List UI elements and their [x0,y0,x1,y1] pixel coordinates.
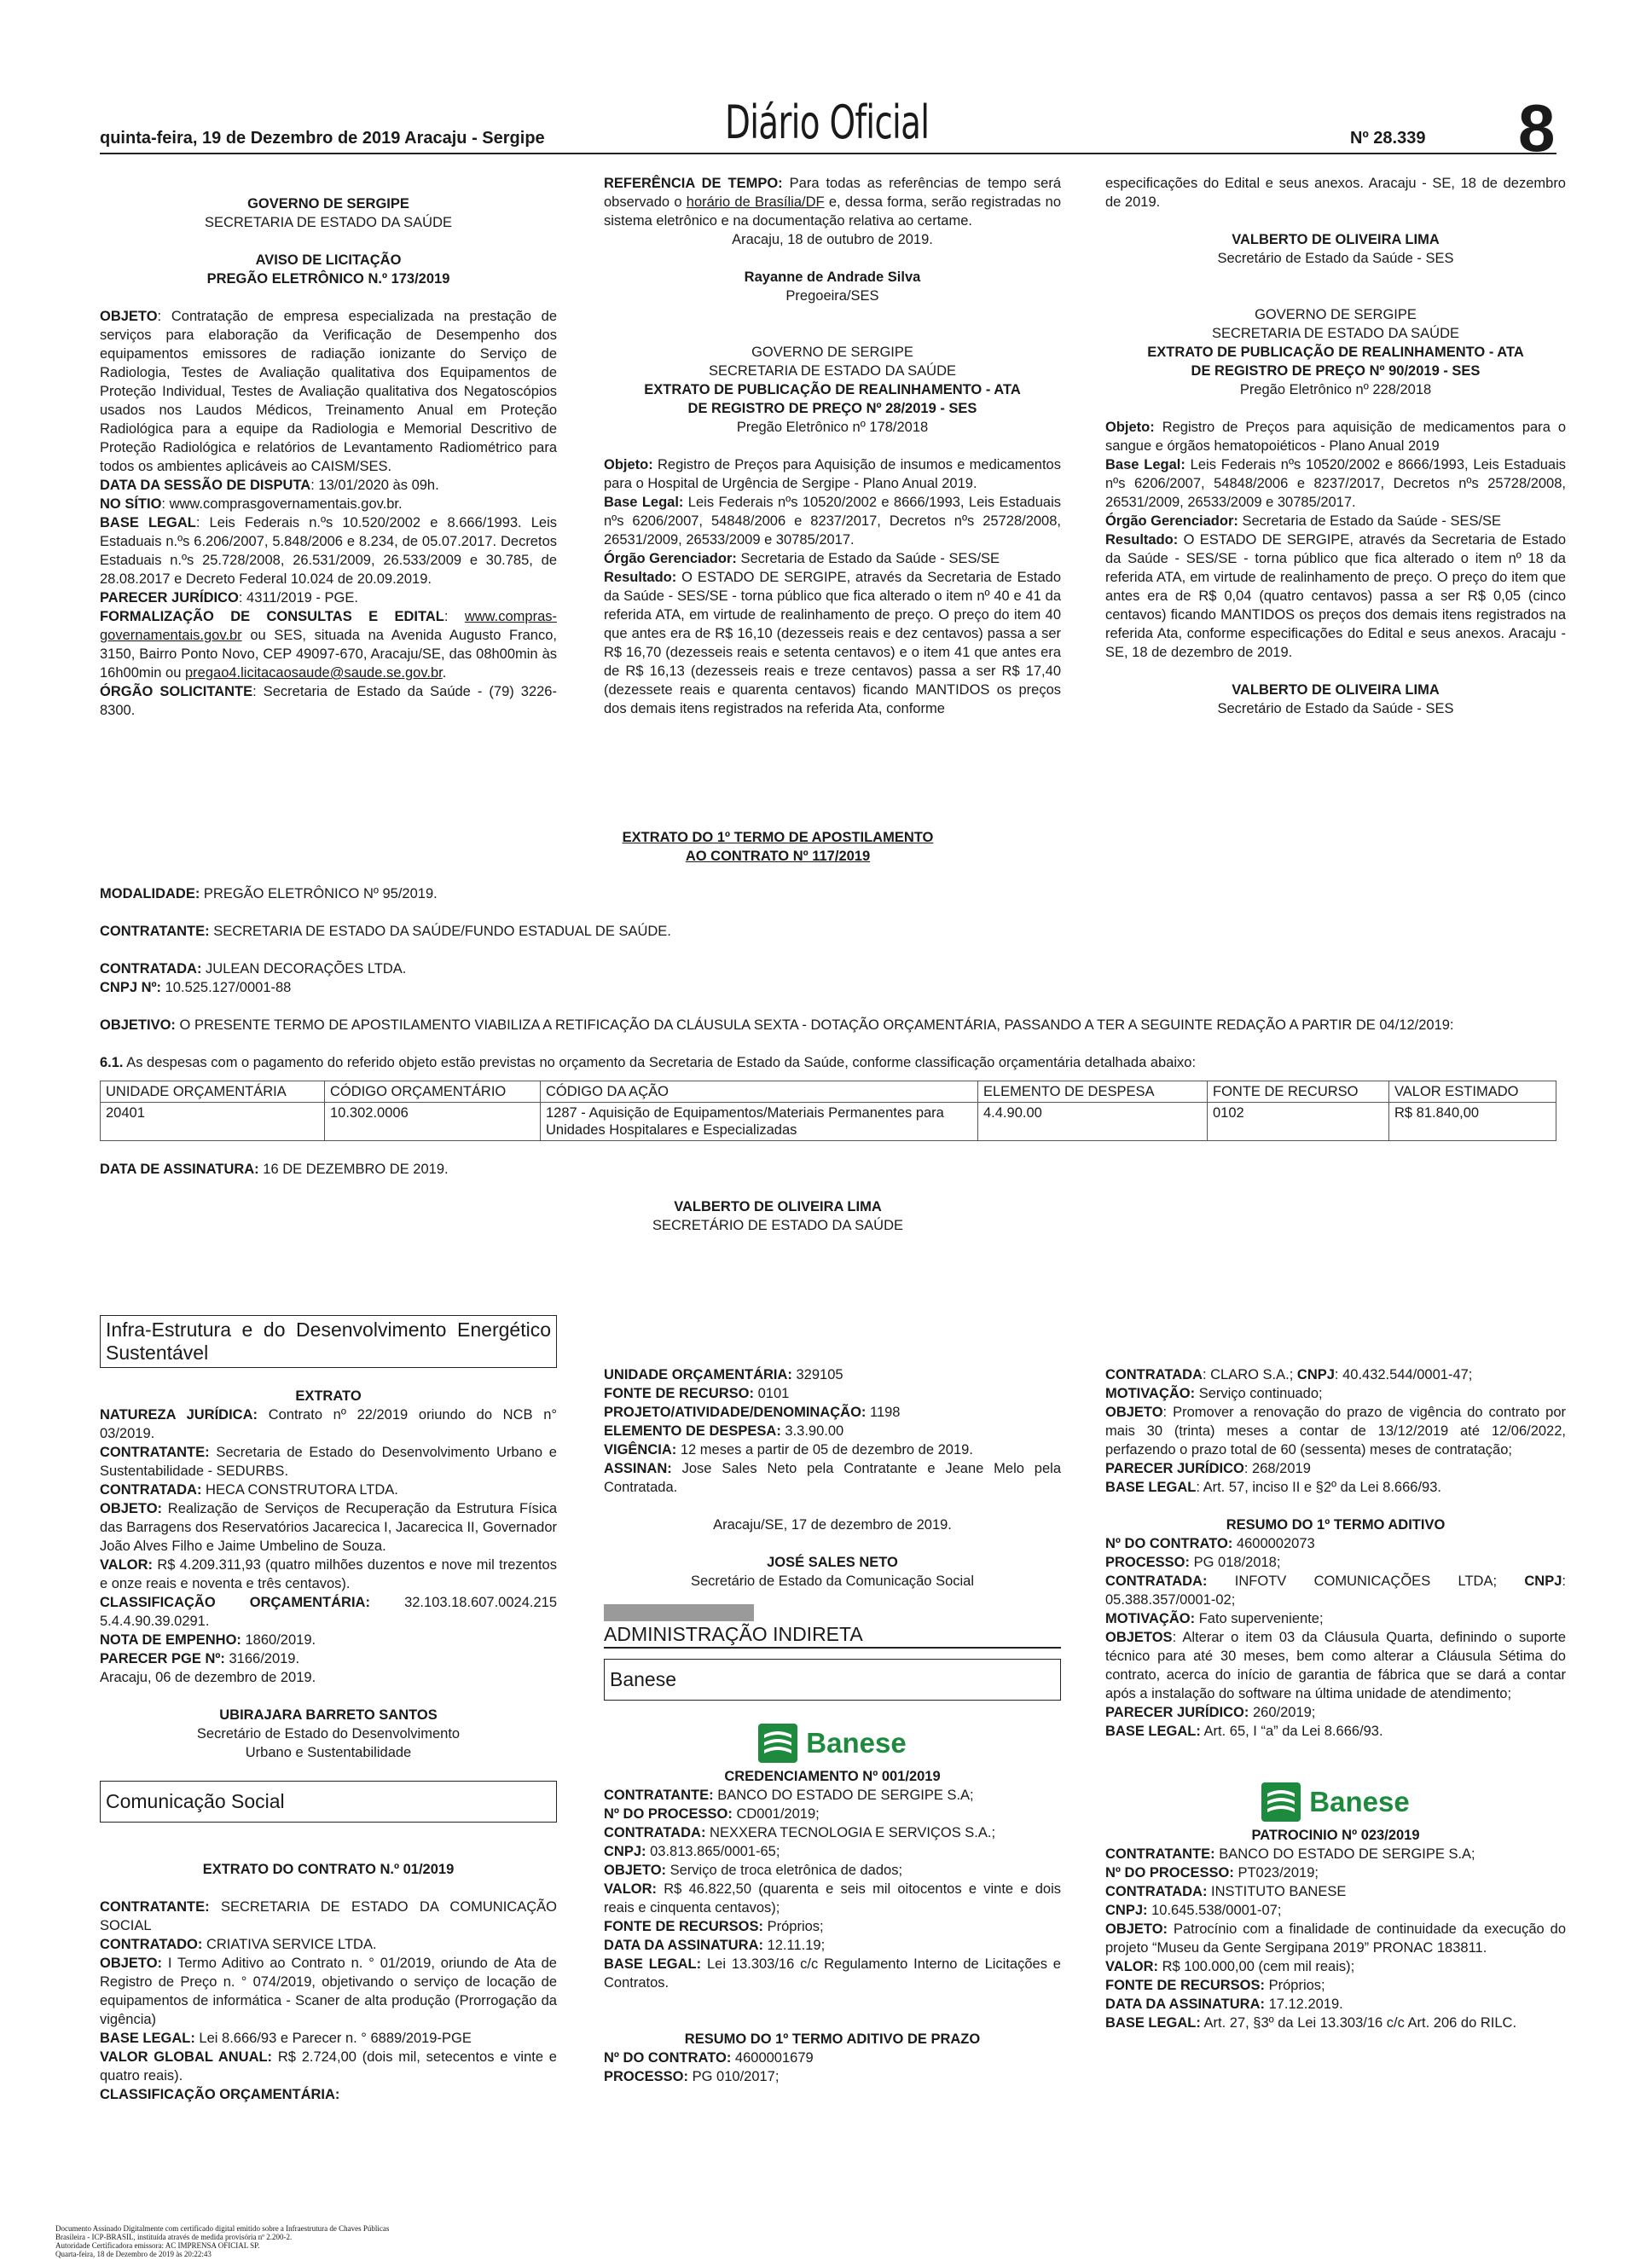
section-box-comunicacao: Comunicação Social [100,1781,557,1823]
label: NATUREZA JURÍDICA: [100,1407,258,1423]
extract-title: DE REGISTRO DE PREÇO Nº 28/2019 - SES [687,401,977,416]
text: Próprios; [763,1919,824,1934]
signature-role: Secretário de Estado do Desenvolvimento [196,1726,461,1742]
table-cell: 20401 [101,1103,325,1141]
apost-title: EXTRATO DO 1º TERMO DE APOSTILAMENTO [622,830,934,845]
extract-subtitle: Pregão Eletrônico nº 228/2018 [1239,382,1432,397]
local-date: Aracaju, 18 de outubro de 2019. [732,232,933,247]
text: Leis Federais nºs 10520/2002 e 8666/1993, Leis Estaduais nºs 6206/2007, 54848/2006 e 8237/2017, Decretos nºs 25728/2008, 26531/2009, 26533/2009 e 30785/2017. [604,495,1061,548]
resumo-title: RESUMO DO 1º TERMO ADITIVO DE PRAZO [684,2031,981,2047]
sec-heading: SECRETARIA DE ESTADO DA SAÚDE [204,215,453,230]
label: DATA DE ASSINATURA: [100,1162,259,1177]
text: : Promover a renovação do prazo de vigência do contrato por mais 30 (trinta) meses a contar de 13/12/2019 até 12/06/2022, perfazendo o prazo total de 60 (sessenta) meses de contratação; [1105,1405,1566,1458]
label: CNPJ Nº: [100,980,162,995]
text: Fato superveniente; [1195,1611,1324,1626]
section-box-banese: Banese [604,1659,1061,1701]
header-date: quinta-feira, 19 de Dezembro de 2019 Aracaju - Sergipe [100,129,545,148]
label: 6.1. [100,1055,124,1070]
text: Serviço de troca eletrônica de dados; [666,1863,903,1878]
label: CONTRATADA: [604,1825,706,1840]
signature-role: SECRETÁRIO DE ESTADO DA SAÚDE [652,1218,903,1233]
label: PROCESSO: [604,2069,689,2084]
text: Lei 8.666/93 e Parecer n. ° 6889/2019-PGE [194,2031,472,2046]
banese-logo-icon [1261,1782,1301,1822]
compras-link[interactable]: www.compras-governamentais.gov.br [100,609,557,643]
signature-role: Secretário de Estado da Saúde - SES [1217,251,1454,266]
label: BASE LEGAL: [604,1956,702,1972]
text: 1198 [866,1405,901,1420]
gov-heading: GOVERNO DE SERGIPE [247,196,409,212]
label: PARECER PGE Nº: [100,1651,225,1666]
text: 32.103.18.607.0024.215 5.4.4.90.39.0291. [100,1595,557,1629]
apostilamento-section [100,828,1556,1235]
label: Nº DO PROCESSO: [1105,1865,1234,1881]
label: DATA DA SESSÃO DE DISPUTA [100,478,311,493]
label: CONTRATADO: [100,1937,203,1952]
data-text: : 13/01/2020 às 09h. [310,478,439,493]
label: FONTE DE RECURSO: [604,1386,755,1401]
text: 3166/2019. [224,1651,300,1666]
email-link[interactable]: pregao4.licitacaosaude@saude.se.gov.br [185,665,443,681]
text: 329105 [791,1367,843,1382]
label: CNPJ: [1105,1903,1148,1918]
signature-name: VALBERTO DE OLIVEIRA LIMA [1232,682,1440,698]
label: PROJETO/ATIVIDADE/DENOMINAÇÃO: [604,1405,867,1420]
label: PARECER JURÍDICO [100,590,239,606]
banese-logo-text: Banese [806,1727,907,1759]
banese-logo-icon [758,1724,797,1763]
label: Órgão Gerenciador: [1105,513,1238,529]
label: CONTRATADA: [100,961,202,977]
text: : [443,609,465,624]
label: ASSINAN: [604,1461,672,1476]
table-cell: 4.4.90.00 [978,1103,1208,1141]
text: R$ 100.000,00 (cem mil reais); [1158,1959,1355,1974]
table-row [101,1103,1556,1141]
label: DATA DA ASSINATURA: [1105,1997,1265,2012]
label: NO SÍTIO [100,496,162,512]
text: O ESTADO DE SERGIPE, através da Secretaria de Estado da Saúde - SES/SE - torna público que fica alterado o item nº 18 da referida ATA, em virtude de realinhamento de preço. O preço do item que antes era de R$ 0,04 (quatro centavos) passa a ser R$ 0,05 (cinco centavos) ficando MANTIDOS os preços dos demais itens registrados na referida Ata, conforme especificações do Edital e seus anexos. Aracaju - SE, 18 de dezembro de 2019. [1105,532,1566,660]
table-header: ELEMENTO DE DESPESA [978,1081,1208,1103]
text: 4600001679 [731,2050,814,2066]
banese-logo-text: Banese [1309,1786,1410,1817]
label: BASE LEGAL: [1105,1724,1201,1739]
edition-number: Nº 28.339 [1350,129,1426,148]
local-date: Aracaju/SE, 17 de dezembro de 2019. [713,1517,952,1533]
label: PARECER JURÍDICO: [1105,1705,1249,1720]
label: VALOR: [604,1881,658,1897]
text: : 05.388.357/0001-02; [1105,1573,1566,1608]
label: CONTRATADA: [100,1482,202,1498]
table-header-row [101,1081,1556,1103]
text: : 40.432.544/0001-47; [1334,1367,1473,1382]
label: PROCESSO: [1105,1555,1191,1570]
label: CONTRATANTE: [1105,1846,1215,1862]
sitio-text: : www.comprasgovernamentais.gov.br. [161,496,403,512]
table-header: FONTE DE RECURSO [1208,1081,1389,1103]
signature-role: Pregoeira/SES [785,288,879,304]
label: VALOR: [100,1557,154,1573]
text: 10.645.538/0001-07; [1147,1903,1282,1918]
label: NOTA DE EMPENHO: [100,1632,241,1648]
text: CD001/2019; [732,1806,820,1822]
text: As despesas com o pagamento do referido objeto estão previstas no orçamento da Secretaria de Estado da Saúde, conforme classificação orçamentária detalhada abaixo: [123,1055,1197,1070]
text: Para todas as referências de tempo será observado o [604,176,1061,210]
text: : Art. 57, inciso II e §2º da Lei 8.666/93. [1196,1480,1441,1495]
extrato-title: EXTRATO [295,1388,362,1404]
text: Art. 27, §3º da Lei 13.303/16 c/c Art. 206 do RILC. [1200,2015,1517,2031]
extract-subtitle: Pregão Eletrônico nº 178/2018 [736,420,929,435]
label: VIGÊNCIA: [604,1442,677,1458]
label: Nº DO PROCESSO: [604,1806,733,1822]
label: Resultado: [604,570,677,585]
local-date: Aracaju, 06 de dezembro de 2019. [100,1670,316,1685]
label: BASE LEGAL: [1105,2015,1201,2031]
digital-signature-note [55,2224,414,2258]
text: Secretaria de Estado da Saúde - SES/SE [736,551,1000,566]
banese-logo [604,1719,1061,1767]
label: OBJETO [100,309,158,324]
label: CNPJ: [604,1844,646,1859]
banese-aditivos [1105,1365,1566,2032]
label: OBJETO: [100,1501,163,1516]
label: CONTRATANTE: [100,924,210,939]
signature-name: Rayanne de Andrade Silva [744,269,921,285]
signature-role: Secretário de Estado da Comunicação Social [690,1573,975,1589]
table-cell: R$ 81.840,00 [1389,1103,1556,1141]
label: MODALIDADE: [100,886,200,901]
text: JULEAN DECORAÇÕES LTDA. [201,961,407,977]
label: CONTRATADA [1105,1367,1203,1382]
text: 17.12.2019. [1264,1997,1343,2012]
text: PREGÃO ELETRÔNICO Nº 95/2019. [200,886,438,901]
banese-logo [1105,1778,1566,1826]
text: : Alterar o item 03 da Cláusula Quarta, definindo o suporte técnico para até 30 meses, bem como alterar a Cláusula Sétima do contrato, acerca do início de garantia de fábrica que se dará a contar após a instalação do software na última unidade de atendimento; [1105,1630,1566,1701]
text: SECRETARIA DE ESTADO DA COMUNICAÇÃO SOCIAL [100,1899,557,1933]
label: OBJETIVO: [100,1017,176,1033]
newspaper-title: Diário Oficial [725,96,930,149]
grey-bar [604,1604,754,1621]
text: 1860/2019. [241,1632,316,1648]
text: Jose Sales Neto pela Contratante e Jeane Melo pela Contratada. [604,1461,1061,1495]
text: PG 010/2017; [688,2069,780,2084]
label: OBJETOS [1105,1630,1173,1645]
label: PARECER JURÍDICO [1105,1461,1244,1476]
table-cell: 0102 [1208,1103,1389,1141]
adm-indireta-heading: ADMINISTRAÇÃO INDIRETA [604,1621,1061,1649]
label: Nº DO CONTRATO: [1105,1536,1233,1551]
text: : CLARO S.A.; [1202,1367,1297,1382]
brasilia-link[interactable]: horário de Brasília/DF [686,194,825,210]
header-rule [100,153,1556,154]
text: e, dessa forma, serão registradas no sistema eletrônico e na documentação relativa ao certame. [604,194,1061,229]
text: INSTITUTO BANESE [1207,1884,1347,1899]
text: Serviço continuado; [1195,1386,1323,1401]
table-header: CÓDIGO ORÇAMENTÁRIO [325,1081,541,1103]
text: Leis Federais nºs 10520/2002 e 8666/1993, Leis Estaduais nºs 6206/2007, 54848/2006 e 8237/2017, Decretos nºs 25728/2008, 26531/2009, 26533/2009 e 30785/2017. [1105,457,1566,510]
realinhamento-28 [604,174,1061,718]
text: Contrato nº 22/2019 oriundo do NCB n° 03/2019. [100,1407,557,1441]
text: O ESTADO DE SERGIPE, através da Secretaria de Estado da Saúde - SES/SE - torna público que fica alterado o item nº 40 e 41 da referida ATA, em virtude de realinhamento de preço. O preço do item 40 que antes era de R$ 16,10 (dezesseis reais e dez centavos) passa a ser R$ 16,70 (dezesseis reais e setenta centavos) e o item 41 que antes era de R$ 16,13 (dezesseis reais e treze centavos) passa a ser R$ 17,40 (dezessete reais e quarenta centavos) ficando MANTIDOS os preços dos demais itens registrados na referida Ata, conforme [604,570,1061,716]
label: CONTRATADA: [1105,1573,1208,1589]
table-header: CÓDIGO DA AÇÃO [541,1081,978,1103]
text: Próprios; [1265,1978,1325,1993]
budget-table [100,1081,1556,1141]
text: BANCO DO ESTADO DE SERGIPE S.A; [1214,1846,1475,1862]
label: CNPJ [1524,1573,1562,1589]
text: 12 meses a partir de 05 de dezembro de 2019. [676,1442,973,1458]
signature-name: VALBERTO DE OLIVEIRA LIMA [674,1199,882,1214]
table-header: VALOR ESTIMADO [1389,1081,1556,1103]
label: ELEMENTO DE DESPESA: [604,1423,781,1439]
label: Nº DO CONTRATO: [604,2050,732,2066]
extract-title: DE REGISTRO DE PREÇO Nº 90/2019 - SES [1191,363,1481,379]
label: OBJETO: [100,1956,163,1971]
label: OBJETO: [1105,1921,1168,1937]
aviso-title: AVISO DE LICITAÇÃO [255,252,402,268]
objeto-text: : Contratação de empresa especializada na prestação de serviços para elaboração da Verificação de Desempenho dos equipamentos emissores de radiação ionizante do Serviço de Radiologia, Testes de Avaliação qualitativa dos Equipamentos de Proteção Individual, Testes de Avaliação qualitativa dos Negatoscópios usados nos Laudos Médicos, Treinamento Anual em Proteção Radiológica para a equipe da Radiologia e Memorial Descritivo de Proteção Radiológica e relatórios de Levantamento Radiométrico para todos os ambientes aplicáveis ao CAISM/SES. [100,309,557,474]
label: Objeto: [604,457,653,472]
realinhamento-90 [1105,174,1566,718]
label: MOTIVAÇÃO: [1105,1386,1196,1401]
table-header: UNIDADE ORÇAMENTÁRIA [101,1081,325,1103]
text: 10.525.127/0001-88 [161,980,292,995]
text: . [442,665,447,681]
patrocinio-title: PATROCINIO Nº 023/2019 [1251,1828,1420,1843]
text: especificações do Edital e seus anexos. Aracaju - SE, 18 de dezembro de 2019. [1105,176,1566,210]
text: 0101 [754,1386,790,1401]
footnote-line: Quarta-feira, 18 de Dezembro de 2019 às 20:22:43 [55,2250,212,2258]
text: R$ 4.209.311,93 (quatro milhões duzentos e nove mil trezentos e onze reais e noventa e três centavos). [100,1557,557,1591]
text: 12.11.19; [762,1938,826,1953]
text: Lei 13.303/16 c/c Regulamento Interno de Licitações e Contratos. [604,1956,1061,1991]
label: UNIDADE ORÇAMENTÁRIA: [604,1367,792,1382]
label: CONTRATANTE: [100,1445,210,1460]
text: Secretaria de Estado da Saúde - SES/SE [1238,513,1502,529]
text: PG 018/2018; [1190,1555,1281,1570]
label: Resultado: [1105,532,1179,548]
label: VALOR: [1105,1959,1159,1974]
text: 03.813.865/0001-65; [646,1844,780,1859]
label: BASE LEGAL [100,515,196,530]
section-box-infra: Infra-Estrutura e do Desenvolvimento Energético Sustentável [100,1315,557,1368]
pregao-title: PREGÃO ELETRÔNICO N.º 173/2019 [206,271,450,287]
label: CONTRATADA: [1105,1884,1208,1899]
label: FONTE DE RECURSOS: [604,1919,764,1934]
aviso-licitacao [100,194,557,720]
label: FONTE DE RECURSOS: [1105,1978,1266,1993]
label: CONTRATANTE: [604,1788,714,1803]
label: CNPJ [1296,1367,1335,1382]
footnote-line: Documento Assinado Digitalmente com certificado digital emitido sobre a Infraestrutura de Chaves Públicas [55,2224,390,2233]
extrato-title: EXTRATO DO CONTRATO N.º 01/2019 [202,1862,455,1877]
footnote-line: Brasileira - ICP-BRASIL, instituída através de medida provisória nº 2.200-2. [55,2233,293,2241]
text: O PRESENTE TERMO DE APOSTILAMENTO VIABILIZA A RETIFICAÇÃO DA CLÁUSULA SEXTA - DOTAÇÃO ORÇAMENTÁRIA, PASSANDO A TER A SEGUINTE REDAÇÃO A PARTIR DE 04/12/2019: [175,1017,1454,1033]
signature-name: UBIRAJARA BARRETO SANTOS [219,1707,438,1723]
text: : 268/2019 [1243,1461,1311,1476]
sec-heading: SECRETARIA DE ESTADO DA SAÚDE [708,363,957,379]
gov-heading: GOVERNO DE SERGIPE [751,345,913,360]
signature-role: Secretário de Estado da Saúde - SES [1217,701,1454,716]
text: BANCO DO ESTADO DE SERGIPE S.A; [713,1788,974,1803]
text: Patrocínio com a finalidade de continuidade da execução do projeto “Museu da Gente Sergipana 2019” PRONAC 183811. [1105,1921,1566,1956]
signature-name: JOSÉ SALES NETO [767,1555,898,1570]
label: VALOR GLOBAL ANUAL: [100,2049,273,2065]
text: SECRETARIA DE ESTADO DA SAÚDE/FUNDO ESTADUAL DE SAÚDE. [209,924,671,939]
signature-role: Urbano e Sustentabilidade [245,1745,412,1760]
label: MOTIVAÇÃO: [1105,1611,1196,1626]
text: R$ 46.822,50 (quarenta e seis mil oitocentos e vinte e dois reais e cinquenta centavos); [604,1881,1061,1915]
label: REFERÊNCIA DE TEMPO: [604,176,783,191]
label: Objeto: [1105,420,1155,435]
sec-heading: SECRETARIA DE ESTADO DA SAÚDE [1211,326,1460,341]
text: ou SES, situada na Avenida Augusto Franco, 3150, Bairro Ponto Novo, CEP 49097-670, Aracaju/SE, das 08h00min às 16h00min ou [100,628,557,681]
text: I Termo Aditivo ao Contrato n. ° 01/2019, oriundo de Ata de Registro de Preço n. ° 074/2019, objetivando o serviço de locação de equipamentos de informática - Scaner de alta produção (Prorrogação da vigência) [100,1956,557,2027]
label: CLASSIFICAÇÃO ORÇAMENTÁRIA: [100,1595,370,1610]
text: PT023/2019; [1233,1865,1319,1881]
infra-comunicacao [100,1315,557,2104]
text: 3.3.90.00 [780,1423,844,1439]
parecer-text: : 4311/2019 - PGE. [238,590,358,606]
text: R$ 2.724,00 (dois mil, setecentos e vinte e quatro reais). [100,2049,557,2083]
extract-title: EXTRATO DE PUBLICAÇÃO DE REALINHAMENTO - ATA [1147,345,1524,360]
orgao-text: : Secretaria de Estado da Saúde - (79) 3226-8300. [100,684,557,718]
text: 4600002073 [1232,1536,1315,1551]
comunicacao-banese [604,1365,1061,2086]
label: CLASSIFICAÇÃO ORÇAMENTÁRIA: [100,2087,340,2102]
extract-title: EXTRATO DE PUBLICAÇÃO DE REALINHAMENTO - ATA [644,382,1021,397]
text: 16 DE DEZEMBRO DE 2019. [258,1162,449,1177]
signature-name: VALBERTO DE OLIVEIRA LIMA [1232,232,1440,247]
text: NEXXERA TECNOLOGIA E SERVIÇOS S.A.; [705,1825,996,1840]
label: FORMALIZAÇÃO DE CONSULTAS E EDITAL [100,609,444,624]
label: ÓRGÃO SOLICITANTE [100,684,253,699]
label: Base Legal: [604,495,684,510]
label: OBJETO [1105,1405,1163,1420]
text: CRIATIVA SERVICE LTDA. [202,1937,377,1952]
base-text: : Leis Federais n.ºs 10.520/2002 e 8.666/1993. Leis Estaduais n.ºs 6.206/2007, 5.848/2006 e 8.234, de 05.07.2017. Decretos Estaduais n.ºs 25.728/2008, 26.531/2009, 26.533/2009 e 30.785, de 28.08.2017 e Decreto Federal 10.024 de 20.09.2019. [100,515,557,587]
resumo-title: RESUMO DO 1º TERMO ADITIVO [1226,1517,1446,1533]
gov-heading: GOVERNO DE SERGIPE [1255,307,1417,322]
apost-title: AO CONTRATO Nº 117/2019 [685,849,871,864]
label: CONTRATANTE: [100,1899,210,1915]
table-cell: 1287 - Aquisição de Equipamentos/Materiais Permanentes para Unidades Hospitalares e Especializadas [541,1103,978,1141]
text: INFOTV COMUNICAÇÕES LTDA; [1207,1573,1525,1589]
label: BASE LEGAL: [100,2031,195,2046]
label: Órgão Gerenciador: [604,551,737,566]
page-header [0,0,1652,165]
label: DATA DA ASSINATURA: [604,1938,763,1953]
table-cell: 10.302.0006 [325,1103,541,1141]
text: Registro de Preços para aquisição de medicamentos para o sangue e órgãos hematopoiéticos - Plano Anual 2019 [1105,420,1566,454]
text: HECA CONSTRUTORA LTDA. [201,1482,398,1498]
text: Realização de Serviços de Recuperação da Estrutura Física das Barragens dos Reservatórios Jacarecica I, Jacarecica II, Governador João Alves Filho e Jaime Umbelino de Souza. [100,1501,557,1554]
page-number: 8 [1518,90,1556,165]
cred-title: CREDENCIAMENTO Nº 001/2019 [724,1769,941,1784]
label: OBJETO: [604,1863,667,1878]
footnote-line: Autoridade Certificadora emissora: AC IMPRENSA OFICIAL SP. [55,2241,260,2250]
text: 260/2019; [1249,1705,1316,1720]
text: Art. 65, I “a” da Lei 8.666/93. [1200,1724,1383,1739]
label: BASE LEGAL [1105,1480,1197,1495]
label: Base Legal: [1105,457,1185,472]
text: Secretaria de Estado do Desenvolvimento Urbano e Sustentabilidade - SEDURBS. [100,1445,557,1479]
text: Registro de Preços para Aquisição de insumos e medicamentos para o Hospital de Urgência de Sergipe - Plano Anual 2019. [604,457,1061,491]
